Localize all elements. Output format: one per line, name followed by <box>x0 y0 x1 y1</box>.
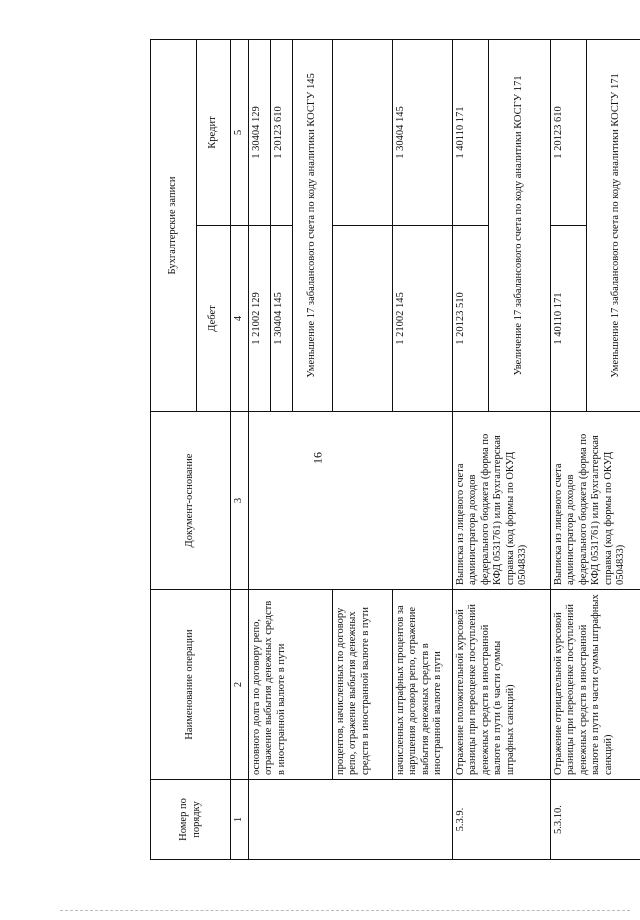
col-number-3: 3 <box>231 412 249 590</box>
header-name: Наименование операции <box>151 590 231 780</box>
credit-r1b: 1 20123 610 <box>271 39 293 225</box>
num-cell-empty <box>249 780 453 860</box>
op-name-r4: Отражение положительной курсовой разницы при переоценке поступлений денежных средств в иностранной валюте в пути (в части суммы штрафных санкций) <box>453 590 551 780</box>
col-number-5: 5 <box>231 39 249 225</box>
credit-r4: 1 40110 171 <box>453 39 489 225</box>
doc-r4: Выписка из лицевого счета администратора доходов федерального бюджета (форма по КФД 0531761) или Бухгалтерская справка (код формы по ОКУД 0504833) <box>453 412 551 590</box>
rotated-table-container <box>150 40 626 860</box>
debit-r1: 1 21002 129 <box>249 226 271 412</box>
header-entries: Бухгалтерские записи <box>151 39 197 411</box>
header-doc: Документ-основание <box>151 412 231 590</box>
debit-r3: 1 21002 145 <box>393 226 453 412</box>
credit-r5: 1 20123 610 <box>551 39 587 225</box>
debit-r4: 1 20123 510 <box>453 226 489 412</box>
debit-r1b: 1 30404 145 <box>271 226 293 412</box>
op-name-r1: основного долга по договору репо, отражение выбытия денежных средств в иностранной валюте в пути <box>249 590 333 780</box>
header-credit: Кредит <box>197 39 231 225</box>
memo-r1: Уменьшение 17 забалансового счета по коду аналитики КОСГУ 145 <box>293 39 333 411</box>
memo-r5: Уменьшение 17 забалансового счета по коду аналитики КОСГУ 171 <box>587 39 640 411</box>
doc-r5: Выписка из лицевого счета администратора доходов федерального бюджета (форма по КФД 0531761) или Бухгалтерская справка (код формы по ОКУД 0504833) <box>551 412 640 590</box>
col-number-2: 2 <box>231 590 249 780</box>
num-r4: 5.3.9. <box>453 780 551 860</box>
op-name-r3: начисленных штрафных процентов за нарушения договора репо, отражение выбытия денежных средств в иностранной валюте в пути <box>393 590 453 780</box>
num-r5: 5.3.10. <box>551 780 640 860</box>
header-num: Номер по порядку <box>151 780 231 860</box>
credit-r1: 1 30404 129 <box>249 39 271 225</box>
op-name-r5: Отражение отрицательной курсовой разницы при переоценке поступлений денежных средств в иностранной валюте в пути в части суммы штрафных санкций) <box>551 590 640 780</box>
doc-cell-empty <box>249 412 453 590</box>
memo-r4: Увеличение 17 забалансового счета по коду аналитики КОСГУ 171 <box>489 39 551 411</box>
page-number: 16 <box>310 452 325 464</box>
col-number-1: 1 <box>231 780 249 860</box>
debit-r5: 1 40110 171 <box>551 226 587 412</box>
credit-r3: 1 30404 145 <box>393 39 453 225</box>
header-debit: Дебет <box>197 226 231 412</box>
debit-r2-empty <box>333 226 393 412</box>
credit-r2-empty <box>333 39 393 225</box>
scan-crop-line <box>60 910 630 911</box>
col-number-4: 4 <box>231 226 249 412</box>
op-name-r2: процентов, начисленных по договору репо, отражение выбытия денежных средств в иностранной валюте в пути <box>333 590 393 780</box>
accounting-table <box>150 39 640 860</box>
